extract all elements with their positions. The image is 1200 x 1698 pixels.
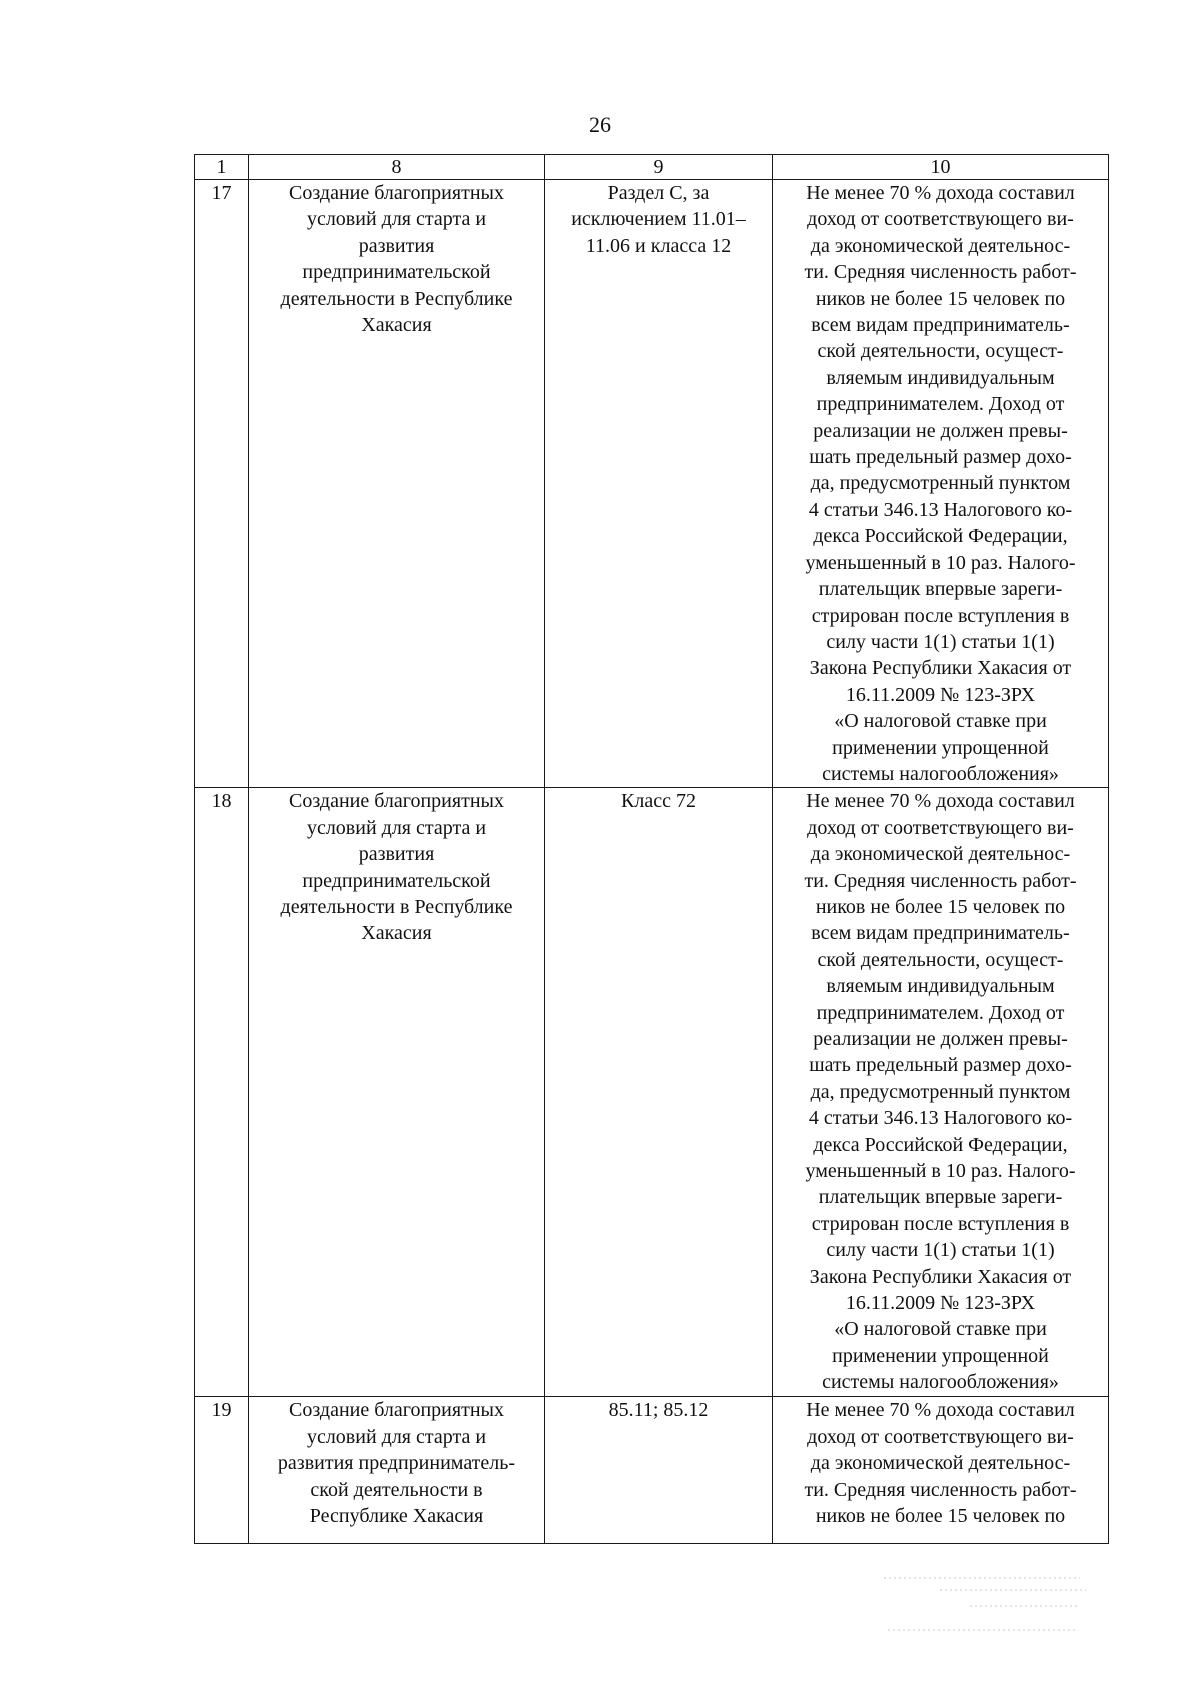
cell-text-line: условий для старта и (306, 1425, 487, 1448)
cell-text-line: Хакасия (361, 922, 432, 945)
cell-text-line: доход от соответствующего ви- (807, 816, 1074, 839)
cell-text-line: 85.11; 85.12 (608, 1399, 709, 1422)
cell-text-line: ской деятельности в (310, 1478, 483, 1501)
cell-text-line: 11.06 и класса 12 (585, 234, 732, 257)
cell-text-line: ти. Средняя численность работ- (804, 1478, 1077, 1501)
cell-text-line: ников не более 15 человек по (815, 895, 1066, 918)
cell-text-line: исключением 11.01– (571, 208, 746, 231)
cell-text-line: Закона Республики Хакасия от (809, 657, 1072, 680)
conditions-cell (773, 788, 1109, 1397)
cell-text-line: «О налоговой ставке при (834, 710, 1047, 733)
cell-text-line: 4 статьи 346.13 Налогового ко- (808, 1107, 1073, 1130)
table-row (195, 1397, 1109, 1544)
cell-text-line: уменьшенный в 10 раз. Налого- (805, 1160, 1076, 1183)
cell-text-line: стрирован после вступления в (811, 1212, 1070, 1235)
cell-text-line: Не менее 70 % дохода составил (806, 182, 1075, 204)
cell-text-line: предпринимательской (302, 261, 491, 284)
cell-text-line: плательщик впервые зареги- (818, 578, 1063, 601)
purpose-cell (249, 180, 545, 788)
cell-text-line: развития (358, 234, 435, 257)
cell-text-line: шать предельный размер дохо- (809, 446, 1072, 469)
cell-text-line: плательщик впервые зареги- (818, 1186, 1063, 1209)
cell-text-line: декса Российской Федерации, (813, 525, 1068, 548)
cell-text-line: Создание благоприятных (289, 790, 504, 813)
cell-text-line: развития (358, 843, 435, 866)
table-header-row (195, 155, 1109, 180)
row-number-cell: 18 (195, 788, 249, 1397)
cell-text-line: силу части 1(1) статьи 1(1) (826, 1239, 1055, 1262)
conditions-cell (773, 180, 1109, 788)
cell-text-line: системы налогообложения» (822, 762, 1059, 785)
cell-text-line: Раздел С, за (607, 182, 710, 204)
tax-rate-table (194, 154, 1109, 1544)
cell-text-line: вляемым индивидуальным (826, 975, 1055, 998)
header-cell-col10: 10 (773, 155, 1109, 180)
cell-text-line: Не менее 70 % дохода составил (806, 790, 1075, 813)
activity-code-cell (545, 788, 773, 1397)
cell-text-line: 16.11.2009 № 123-ЗРХ (845, 683, 1036, 706)
cell-text-line: Закона Республики Хакасия от (809, 1265, 1072, 1288)
cell-text-line: предпринимательской (302, 869, 491, 892)
cell-text-line: реализации не должен превы- (813, 1028, 1068, 1050)
cell-text-line: реализации не должен превы- (813, 419, 1068, 442)
cell-text-line: 4 статьи 346.13 Налогового ко- (808, 498, 1073, 521)
header-cell-col8: 8 (249, 155, 545, 180)
cell-text-line: ской деятельности, осущест- (817, 948, 1064, 971)
cell-text-line: условий для старта и (306, 816, 487, 839)
cell-text-line: «О налоговой ставке при (834, 1318, 1047, 1341)
cell-text-line: предпринимателем. Доход от (816, 1001, 1065, 1024)
cell-text-line: да экономической деятельнос- (810, 1452, 1071, 1475)
row-number-cell: 17 (195, 180, 249, 788)
cell-text-line: доход от соответствующего ви- (807, 1425, 1074, 1448)
header-cell-col9: 9 (545, 155, 773, 180)
faint-stamp-mark (880, 1572, 1090, 1638)
cell-text-line: ской деятельности, осущест- (817, 340, 1064, 363)
cell-text-line: да, предусмотренный пунктом (810, 1080, 1071, 1103)
activity-code-cell (545, 180, 773, 788)
purpose-cell (249, 788, 545, 1397)
cell-text-line: вляемым индивидуальным (826, 366, 1055, 389)
cell-text-line: 16.11.2009 № 123-ЗРХ (845, 1292, 1036, 1315)
header-cell-col1: 1 (195, 155, 249, 180)
cell-text-line: Создание благоприятных (289, 182, 504, 204)
cell-text-line: Класс 72 (621, 790, 696, 813)
page-number: 26 (589, 112, 611, 137)
conditions-cell (773, 1397, 1109, 1544)
cell-text-line: условий для старта и (306, 208, 487, 231)
table-row (195, 180, 1109, 788)
cell-text-line: предпринимателем. Доход от (816, 393, 1065, 416)
activity-code-cell (545, 1397, 773, 1544)
cell-text-line: деятельности в Республике (280, 895, 513, 918)
cell-text-line: Хакасия (361, 314, 432, 337)
purpose-cell (249, 1397, 545, 1544)
cell-text-line: Республике Хакасия (309, 1504, 484, 1527)
cell-text-line: да экономической деятельнос- (810, 234, 1071, 257)
cell-text-line: ти. Средняя численность работ- (804, 261, 1077, 284)
cell-text-line: да, предусмотренный пунктом (810, 472, 1071, 495)
cell-text-line: шать предельный размер дохо- (809, 1054, 1072, 1077)
cell-text-line: силу части 1(1) статьи 1(1) (826, 630, 1055, 653)
cell-text-line: применении упрощенной (832, 736, 1049, 759)
cell-text-line: доход от соответствующего ви- (807, 208, 1074, 231)
cell-text-line: Создание благоприятных (289, 1399, 504, 1422)
table-row (195, 788, 1109, 1397)
cell-text-line: деятельности в Республике (280, 287, 513, 310)
cell-text-line: всем видам предприниматель- (811, 314, 1070, 337)
cell-text-line: ти. Средняя численность работ- (804, 869, 1077, 892)
cell-text-line: ников не более 15 человек по (815, 287, 1066, 310)
cell-text-line: стрирован после вступления в (811, 604, 1070, 627)
cell-text-line: применении упрощенной (832, 1344, 1049, 1367)
cell-text-line: всем видам предприниматель- (811, 922, 1070, 945)
cell-text-line: да экономической деятельнос- (810, 843, 1071, 866)
cell-text-line: системы налогообложения» (822, 1371, 1059, 1394)
cell-text-line: декса Российской Федерации, (813, 1133, 1068, 1156)
cell-text-line: развития предприниматель- (277, 1452, 516, 1475)
row-number-cell: 19 (195, 1397, 249, 1544)
cell-text-line: Не менее 70 % дохода составил (806, 1399, 1075, 1422)
cell-text-line: ников не более 15 человек по (815, 1504, 1066, 1527)
cell-text-line: уменьшенный в 10 раз. Налого- (805, 551, 1076, 574)
